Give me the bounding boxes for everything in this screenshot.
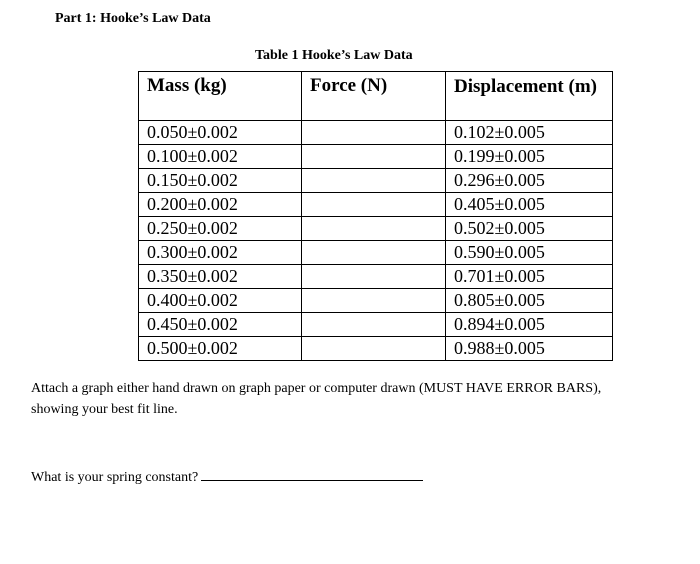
part-heading: Part 1: Hooke’s Law Data xyxy=(55,11,211,26)
displacement-cell: 0.805±0.005 xyxy=(446,289,613,313)
force-cell[interactable] xyxy=(302,121,446,145)
mass-cell: 0.400±0.002 xyxy=(139,289,302,313)
displacement-cell: 0.988±0.005 xyxy=(446,337,613,361)
column-header-mass: Mass (kg) xyxy=(139,72,302,121)
displacement-cell: 0.102±0.005 xyxy=(446,121,613,145)
force-cell[interactable] xyxy=(302,265,446,289)
table-body xyxy=(139,121,613,361)
force-cell[interactable] xyxy=(302,337,446,361)
answer-blank[interactable] xyxy=(201,466,423,481)
displacement-cell: 0.502±0.005 xyxy=(446,217,613,241)
displacement-cell: 0.296±0.005 xyxy=(446,169,613,193)
table-row xyxy=(139,289,613,313)
force-cell[interactable] xyxy=(302,145,446,169)
displacement-cell: 0.701±0.005 xyxy=(446,265,613,289)
force-cell[interactable] xyxy=(302,193,446,217)
mass-cell: 0.050±0.002 xyxy=(139,121,302,145)
spring-constant-question xyxy=(31,466,423,486)
displacement-cell: 0.199±0.005 xyxy=(446,145,613,169)
graph-instructions: Attach a graph either hand drawn on graph paper or computer drawn (MUST HAVE ERROR BARS), showing your best fit line. xyxy=(31,381,602,417)
table-row xyxy=(139,313,613,337)
mass-cell: 0.150±0.002 xyxy=(139,169,302,193)
mass-cell: 0.500±0.002 xyxy=(139,337,302,361)
table-row xyxy=(139,169,613,193)
hookes-law-data-table xyxy=(138,71,613,361)
force-cell[interactable] xyxy=(302,313,446,337)
table-row xyxy=(139,193,613,217)
column-header-force: Force (N) xyxy=(302,72,446,121)
table-row xyxy=(139,241,613,265)
table-header-row xyxy=(139,72,613,121)
displacement-cell: 0.405±0.005 xyxy=(446,193,613,217)
table-row xyxy=(139,265,613,289)
table-row xyxy=(139,337,613,361)
table-row xyxy=(139,217,613,241)
question-label: What is your spring constant? xyxy=(31,470,199,485)
displacement-cell: 0.590±0.005 xyxy=(446,241,613,265)
table-caption: Table 1 Hooke’s Law Data xyxy=(255,48,413,63)
table-row xyxy=(139,121,613,145)
force-cell[interactable] xyxy=(302,241,446,265)
table-row xyxy=(139,145,613,169)
displacement-cell: 0.894±0.005 xyxy=(446,313,613,337)
force-cell[interactable] xyxy=(302,169,446,193)
mass-cell: 0.100±0.002 xyxy=(139,145,302,169)
mass-cell: 0.450±0.002 xyxy=(139,313,302,337)
mass-cell: 0.250±0.002 xyxy=(139,217,302,241)
force-cell[interactable] xyxy=(302,217,446,241)
mass-cell: 0.200±0.002 xyxy=(139,193,302,217)
column-header-displacement: Displacement (m) xyxy=(446,72,613,121)
force-cell[interactable] xyxy=(302,289,446,313)
mass-cell: 0.350±0.002 xyxy=(139,265,302,289)
mass-cell: 0.300±0.002 xyxy=(139,241,302,265)
